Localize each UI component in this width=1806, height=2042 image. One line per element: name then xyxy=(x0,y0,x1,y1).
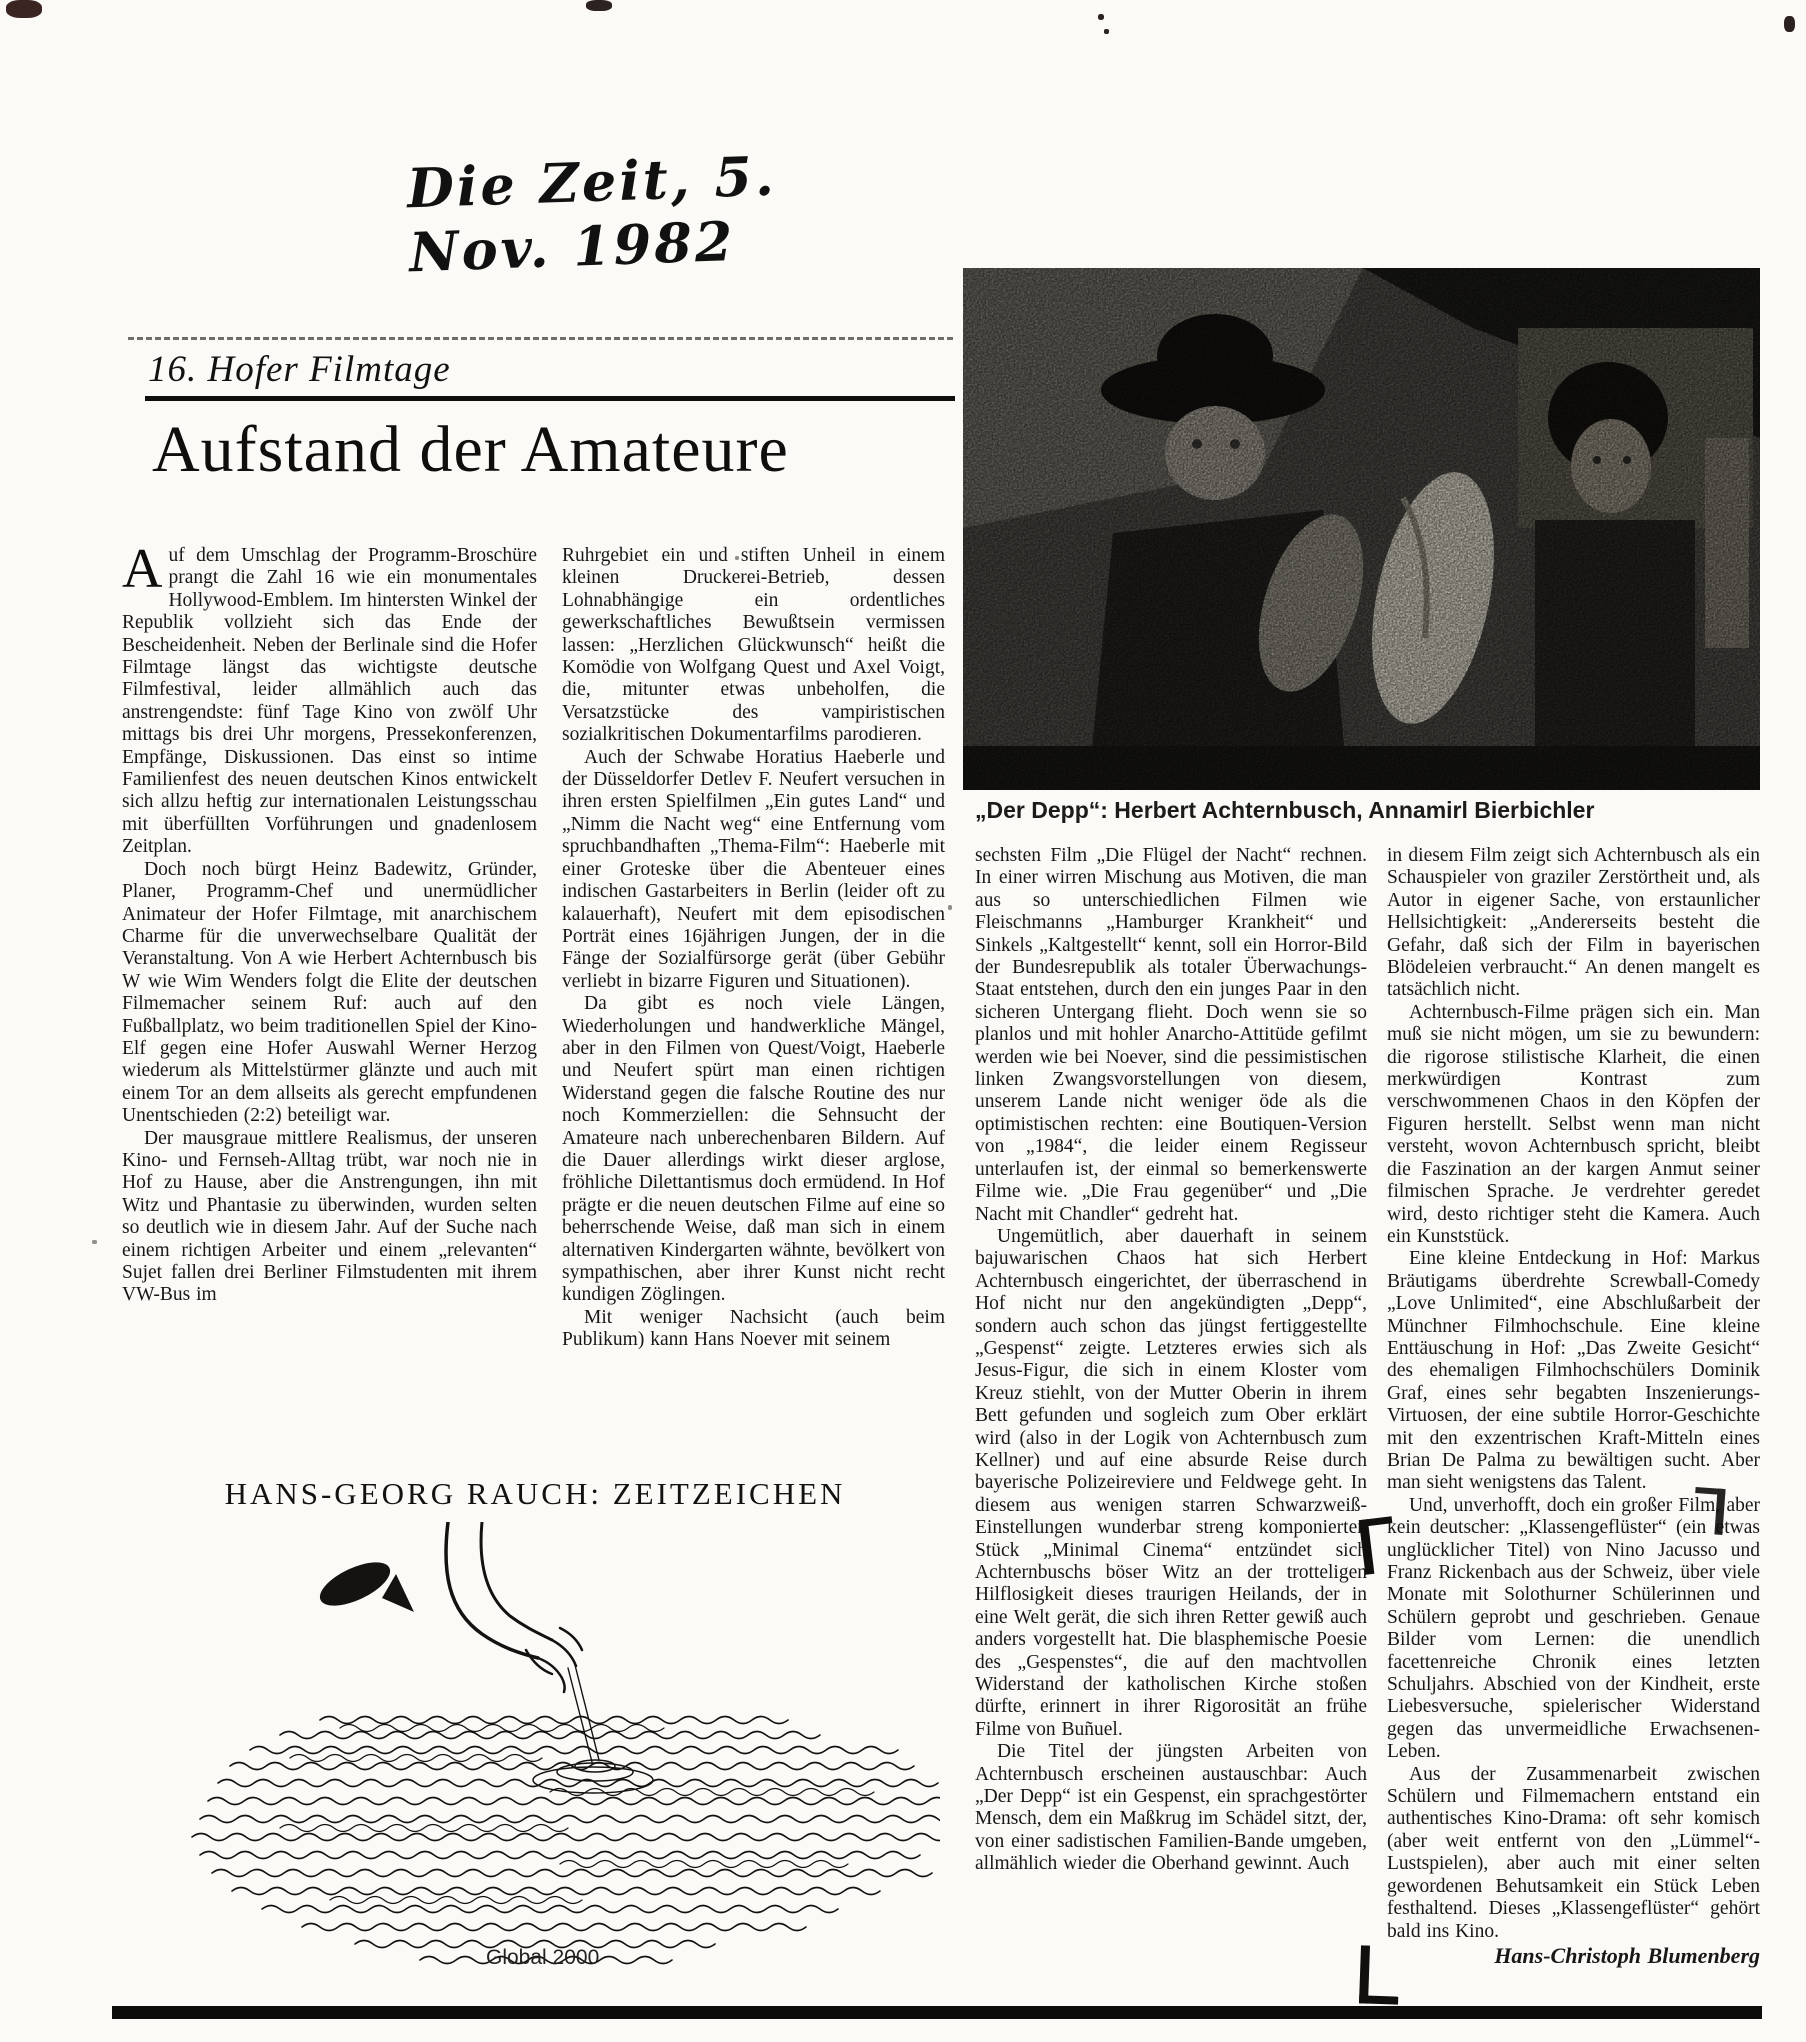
scan-speck xyxy=(92,1240,97,1244)
kicker-top-rule xyxy=(128,337,953,340)
margin-bracket-right xyxy=(1692,1487,1725,1535)
article-column-1 xyxy=(122,545,537,1427)
article-byline: Hans-Christoph Blumenberg xyxy=(1494,1942,1760,1968)
margin-bracket-bottom xyxy=(1359,1945,1400,2004)
water-lines xyxy=(192,1717,940,1964)
illustration-credit: Global 2000 xyxy=(486,1946,600,1969)
bottom-rule xyxy=(112,2006,1762,2019)
margin-bracket-top xyxy=(1359,1516,1398,1575)
handwritten-date: Die Zeit, 5. Nov. 1982 xyxy=(405,143,778,285)
article-paragraph: Mit weniger Nachsicht (auch beim Publikum) kann Hans Noever mit seinem xyxy=(562,1306,945,1351)
article-paragraph: Auch der Schwabe Horatius Haeberle und der Düsseldorfer Detlev F. Neufert versuchen in ihren ersten Spielfilmen „Ein gutes Land“ und „Nimm die Nacht weg“ eine Entfernung vom spruchbandhaften „Thema-Film“: Haeberle mit einer Groteske über die Abenteuer eines indischen Gastarbeiters in Berlin (leider oft zu kalauerhaft), Neufert mit dem episodischen Porträt eines 16jährigen Jungen, der in die Fänge der Sozialfürsorge gerät (über Gebühr verliebt in bizarre Figuren und Situationen). xyxy=(562,746,945,992)
article-paragraph: Ruhrgebiet ein und stiften Unheil in einem kleinen Druckerei-Betrieb, dessen Lohnabhängige ein ordentliches gewerkschaftliches Bewußtsein vermissen lassen: „Herzlichen Glückwunsch“ heißt die Komödie von Wolfgang Quest und Axel Voigt, die, mitunter etwas unbeholfen, die Versatzstücke des vampiristischen sozialkritischen Dokumentarfilms parodieren. xyxy=(562,545,945,746)
article-paragraph: Ungemütlich, aber dauerhaft in seinem bajuwarischen Chaos hat sich Herbert Achternbusch eingerichtet, der überraschend in Hof nicht nur den angekündigten „Depp“, sondern auch schon das jüngst fertiggestellte „Gespenst“ zeigte. Letzteres erwies sich als Jesus-Figur, die sich in einem Kloster vom Kreuz stiehlt, von der Mutter Oberin in ihrem Bett gefunden und sogleich zum Ober erklärt wird (also in der Logik von Achternbusch zum Kellner) und auf eine absurde Reise durch bayerische Polizeireviere und Feldwege geht. In diesem aus wenigen starren Schwarzweiß-Einstellungen wunderbar streng komponierten Stück „Minimal Cinema“ entzündet sich Achternbuschs böser Witz an der trotteligen Hilflosigkeit dieses traurigen Heilands, der in eine Welt gerät, die sich ihren Retter gewiß auch anders vorgestellt hat. Die blasphemische Poesie des „Gespenstes“, die auf den machtvollen Widerstand der katholischen Kirche stoßen dürfte, erinnert in ihrer Rigorosität an frühe Filme von Buñuel. xyxy=(975,1225,1367,1740)
article-paragraph: Und, unverhofft, doch ein großer Film, aber kein deutscher: „Klassengeflüster“ (ein etwas unglücklicher Titel) von Nino Jacusso und Franz Rickenbach aus der Schweiz, über viele Monate mit Solothurner Schülerinnen und Schülern geprobt und geschrieben. Genaue Bilder vom Lernen: die unendlich facettenreiche Chronik eines letzten Schuljahrs. Abschied von der Kindheit, erste Liebesversuche, spielerischer Widerstand gegen das unvermeidliche Erwachsenen-Leben. xyxy=(1387,1494,1760,1763)
article-paragraph: Doch noch bürgt Heinz Badewitz, Gründer, Planer, Programm-Chef und unermüdlicher Animateur der Hofer Filmtage, mit anarchischem Charme für die unverwechselbare Qualität der Veranstaltung. Von A wie Herbert Achternbusch bis W wie Wim Wenders folgt die Elite der deutschen Filmemacher seinem Ruf: auch auf den Fußballplatz, wo beim traditionellen Spiel der Kino-Elf gegen eine Hofer Auswahl Werner Herzog wiederum als Mittelstürmer glänzte und auch mit einem Tor an dem allseits als gerecht empfundenen Unentschieden (2:2) beteiligt war. xyxy=(122,858,537,1127)
water-hand-drawing xyxy=(130,1522,940,1984)
article-paragraph: Die Titel der jüngsten Arbeiten von Achternbusch erscheinen austauschbar: Auch „Der Depp“ ist ein Gespenst, ein sprachgestörter Mensch, dem ein Maßkrug im Schädel sitzt, der, von einer sadistischen Familien-Bande umgeben, allmählich wieder die Oberhand gewinnt. Auch xyxy=(975,1741,1367,1875)
article-paragraph: Aus der Zusammenarbeit zwischen Schülern und Filmemachern entstand ein authentisches Kino-Drama: oft sehr komisch (aber weit entfernt von den „Lümmel“-Lustspielen), aber auch mit einer selten gewordenen Behutsamkeit ein Stück Leben festhaltend. Dieses „Klassengeflüster“ gehört bald ins Kino. xyxy=(1387,1763,1760,1942)
article-paragraph: Eine kleine Entdeckung in Hof: Markus Bräutigams überdrehte Screwball-Comedy „Love Unlimited“, eine Abschlußarbeit der Münchner Filmhochschule. Eine kleine Enttäuschung in Hof: „Das Zweite Gesicht“ des ehemaligen Filmhochschülers Dominik Graf, eines sehr begabten Inszenierungs-Virtuosen, der eine subtile Horror-Geschichte mit den exzentrischen Kraft-Mitteln eines Brian De Palma zu bewältigen sucht. Aber man sieht wenigstens das Talent. xyxy=(1387,1248,1760,1494)
scan-speck xyxy=(586,0,612,11)
film-still-image xyxy=(963,268,1760,790)
article-paragraph: Der mausgraue mittlere Realismus, der unseren Kino- und Fernseh-Alltag trübt, war noch nie in Hof zu Hause, aber die Anstrengungen, ihn mit Witz und Phantasie zu überwinden, wurden selten so deutlich wie in diesem Jahr. Auf der Suche nach einem richtigen Arbeiter und einem „relevanten“ Sujet fallen drei Berliner Filmstudenten mit ihrem VW-Bus im xyxy=(122,1127,537,1306)
article-column-4 xyxy=(1387,845,1760,1997)
film-still-photo xyxy=(963,268,1760,790)
drop-cap: A xyxy=(122,545,163,600)
scan-speck xyxy=(1098,14,1104,20)
article-headline: Aufstand der Amateure xyxy=(152,413,789,486)
scan-speck xyxy=(1104,29,1109,34)
fish-icon xyxy=(314,1553,414,1614)
scan-speck xyxy=(1784,16,1795,32)
kicker-bottom-rule xyxy=(145,396,955,401)
article-paragraph: Da gibt es noch viele Längen, Wiederholungen und handwerkliche Mängel, aber in den Filmen von Quest/Voigt, Haeberle und Neufert spürt man einen richtigen Widerstand gegen die falsche Routine des nur noch Kommerziellen: die Sehnsucht der Amateure nach unberechenbaren Bildern. Auf die Dauer allerdings wirkt dieser arglose, fröhliche Dilettantismus doch ermüdend. In Hof prägte er die neuen deutschen Filme auf eine so beherrschende Weise, daß man sich in einem alternativen Kindergarten wähnte, bevölkert von sympathischen, aber ihrer Kunst nicht recht kundigen Zöglingen. xyxy=(562,993,945,1306)
article-paragraph xyxy=(122,545,537,859)
illustration-title: HANS-GEORG RAUCH: ZEITZEICHEN xyxy=(224,1476,846,1511)
hand-figure xyxy=(446,1522,582,1692)
scan-speck xyxy=(6,0,42,18)
article-paragraph-text: uf dem Umschlag der Programm-Broschüre prangt die Zahl 16 wie ein monumentales Hollywood-Emblem. Im hintersten Winkel der Republik vollzieht sich das Ende der Bescheidenheit. Neben der Berlinale sind die Hofer Filmtage längst das wichtigste deutsche Filmfestival, leider allmählich auch das anstrengendste: fünf Tage Kino von zwölf Uhr mittags bis drei Uhr morgens, Pressekonferenzen, Empfänge, Diskussionen. Das einst so intime Familienfest des neuen deutschen Kinos entwickelt sich allzu heftig zur internationalen Leistungsschau mit überfüllten Vorführungen und gnadenlosem Zeitplan. xyxy=(122,545,537,858)
photo-caption: „Der Depp“: Herbert Achternbusch, Annamirl Bierbichler xyxy=(975,797,1595,823)
rauch-drawing xyxy=(130,1522,940,1984)
film-grain xyxy=(963,268,1760,790)
article-kicker: 16. Hofer Filmtage xyxy=(148,349,451,390)
article-paragraph: in diesem Film zeigt sich Achternbusch als ein Schauspieler von graziler Zerstörtheit und, als Autor in eigener Sache, von erstaunlicher Hellsichtigkeit: „Andererseits besteht die Gefahr, daß sich der Film in bayerischen Blödeleien verbraucht.“ An denen mangelt es tatsächlich nicht. xyxy=(1387,845,1760,1001)
article-paragraph: Achternbusch-Filme prägen sich ein. Man muß sie nicht mögen, um sie zu bewundern: die rigorose stilistische Klarheit, die einen merkwürdigen Kontrast zum verschwommenen Chaos in den Köpfen der Figuren herstellt. Selbst wenn man nicht versteht, wovon Achternbusch spricht, bleibt die Faszination an der kargen Anmut seiner filmischen Sprache. Je verdrehter geredet wird, desto richtiger steht die Kamera. Auch ein Kunststück. xyxy=(1387,1001,1760,1247)
article-column-3 xyxy=(975,845,1367,1997)
scan-speck xyxy=(948,905,952,910)
fishing-lines xyxy=(568,1665,599,1762)
article-paragraph: sechsten Film „Die Flügel der Nacht“ rechnen. In einer wirren Mischung aus Motiven, die man aus so unterschiedlichen Filmen wie Fleischmanns „Hamburger Krankheit“ und Sinkels „Kaltgestellt“ kennt, soll ein Horror-Bild der Bundesrepublik als totaler Überwachungs-Staat entstehen, durch den ein junges Paar in den sicheren Untergang flieht. Doch wenn sie so planlos und mit hohler Anarcho-Attitüde gefilmt werden wie bei Noever, sind die pessimistischen linken Zwangsvorstellungen von diesem, unserem Lande nicht weniger öde als die optimistischen rechten: eine Boutiquen-Version von „1984“, die leider einem Regisseur unterlaufen ist, der einmal so bemerkenswerte Filme wie. „Die Frau gegenüber“ und „Die Nacht mit Chandler“ gedreht hat. xyxy=(975,845,1367,1225)
article-column-2 xyxy=(562,545,945,1427)
